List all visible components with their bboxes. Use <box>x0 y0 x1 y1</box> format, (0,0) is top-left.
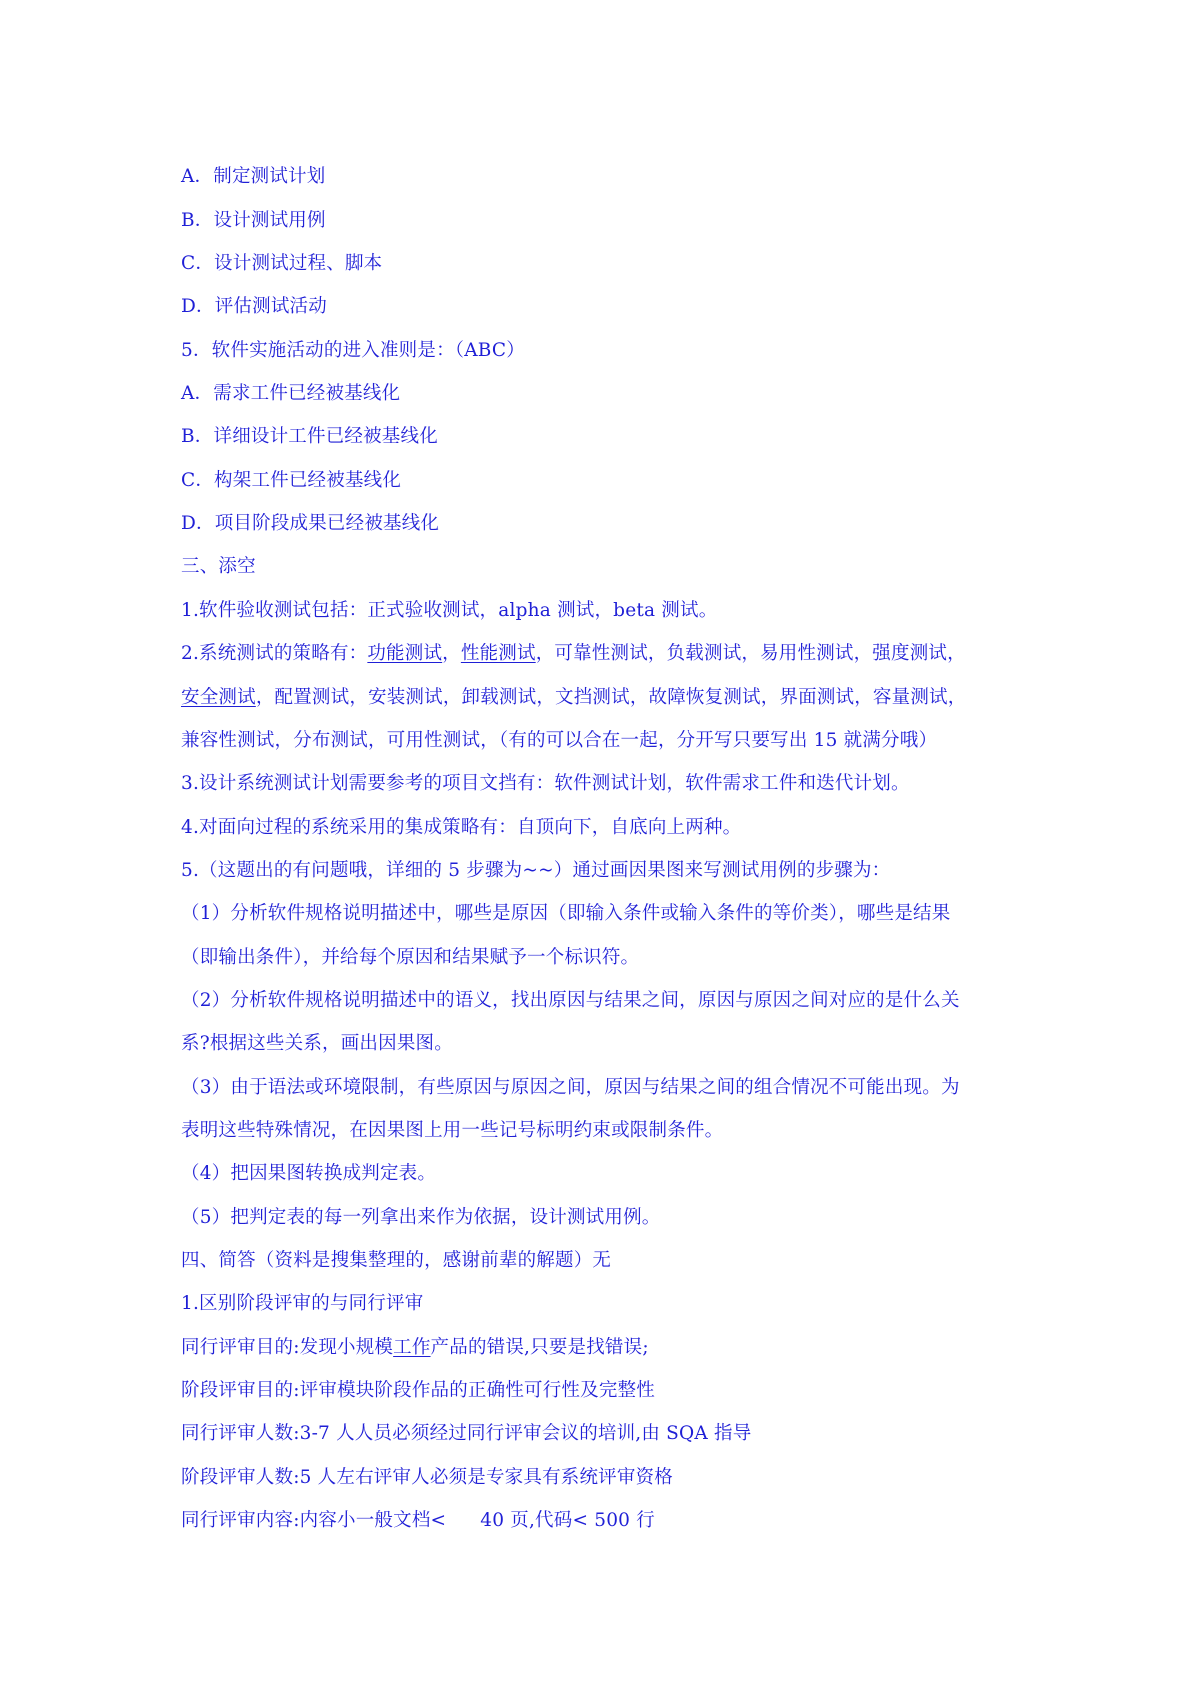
fill-item-2-line-2 <box>181 685 966 711</box>
step-3-line-1: （3）由于语法或环境限制，有些原因与原因之间，原因与结果之间的组合情况不可能出现。为 <box>181 1077 960 1098</box>
step-4: （4）把因果图转换成判定表。 <box>181 1163 437 1184</box>
fill-item-2-line-3: 兼容性测试，分布测试，可用性测试，（有的可以合在一起，分开写只要写出 15 就满分哦） <box>181 730 938 751</box>
question-5: 5．软件实施活动的进入准则是：（ABC） <box>181 340 525 361</box>
step-3-line-2: 表明这些特殊情况，在因果图上用一些记号标明约束或限制条件。 <box>181 1120 724 1141</box>
step-5: （5）把判定表的每一列拿出来作为依据，设计测试用例。 <box>181 1207 661 1228</box>
q5-option-a: A．需求工件已经被基线化 <box>181 383 401 404</box>
underlined-term: 工作 <box>393 1337 431 1358</box>
underlined-term: 安全测试 <box>181 687 256 708</box>
step-1-line-2: （即输出条件），并给每个原因和结果赋予一个标识符。 <box>181 947 640 968</box>
underlined-term: 功能测试 <box>367 643 443 664</box>
text-span: 2.系统测试的策略有： <box>181 643 368 664</box>
section-fill-blank-heading: 三、添空 <box>181 556 256 577</box>
section-short-answer-heading: 四、简答（资料是搜集整理的，感谢前辈的解题）无 <box>181 1250 612 1271</box>
option-c-design-test-process: C．设计测试过程、脚本 <box>181 253 383 274</box>
peer-review-goal <box>181 1335 649 1361</box>
text-span: ，可靠性测试，负载测试，易用性测试，强度测试， <box>535 643 966 664</box>
peer-review-headcount: 同行评审人数:3-7 人人员必须经过同行评审会议的培训,由 SQA 指导 <box>181 1423 752 1444</box>
fill-item-2-line-1 <box>181 641 966 667</box>
stage-review-goal: 阶段评审目的:评审模块阶段作品的正确性可行性及完整性 <box>181 1380 655 1401</box>
q5-option-b: B．详细设计工件已经被基线化 <box>181 426 438 447</box>
fill-item-5: 5.（这题出的有问题哦，详细的 5 步骤为~~）通过画因果图来写测试用例的步骤为： <box>181 860 891 881</box>
text-span: 产品的错误,只要是找错误; <box>430 1337 649 1358</box>
fill-item-1: 1.软件验收测试包括：正式验收测试，alpha 测试，beta 测试。 <box>181 600 718 621</box>
step-1-line-1: （1）分析软件规格说明描述中，哪些是原因（即输入条件或输入条件的等价类），哪些是结果 <box>181 903 951 924</box>
option-b-design-test-cases: B．设计测试用例 <box>181 210 326 231</box>
option-d-evaluate-test: D．评估测试活动 <box>181 296 327 317</box>
fill-item-4: 4.对面向过程的系统采用的集成策略有：自顶向下，自底向上两种。 <box>181 817 742 838</box>
text-span: 同行评审目的:发现小规模 <box>181 1337 394 1358</box>
text-span: ， <box>442 643 461 664</box>
option-a-make-test-plan: A．制定测试计划 <box>181 166 326 187</box>
peer-review-content <box>181 1508 655 1534</box>
q5-option-d: D．项目阶段成果已经被基线化 <box>181 513 440 534</box>
step-2-line-2: 系?根据这些关系，画出因果图。 <box>181 1033 453 1054</box>
short-answer-1: 1.区别阶段评审的与同行评审 <box>181 1293 424 1314</box>
q5-option-c: C．构架工件已经被基线化 <box>181 470 402 491</box>
text-span: 40 页,代码< 500 行 <box>480 1510 655 1531</box>
step-2-line-1: （2）分析软件规格说明描述中的语义，找出原因与结果之间，原因与原因之间对应的是什么关 <box>181 990 960 1011</box>
fill-item-3: 3.设计系统测试计划需要参考的项目文挡有：软件测试计划，软件需求工件和迭代计划。 <box>181 773 910 794</box>
text-span: ，配置测试，安装测试，卸载测试，文挡测试，故障恢复测试，界面测试，容量测试， <box>255 687 967 708</box>
text-span: 同行评审内容:内容小一般文档< <box>181 1510 447 1531</box>
stage-review-headcount: 阶段评审人数:5 人左右评审人必须是专家具有系统评审资格 <box>181 1467 673 1488</box>
underlined-term: 性能测试 <box>460 643 536 664</box>
